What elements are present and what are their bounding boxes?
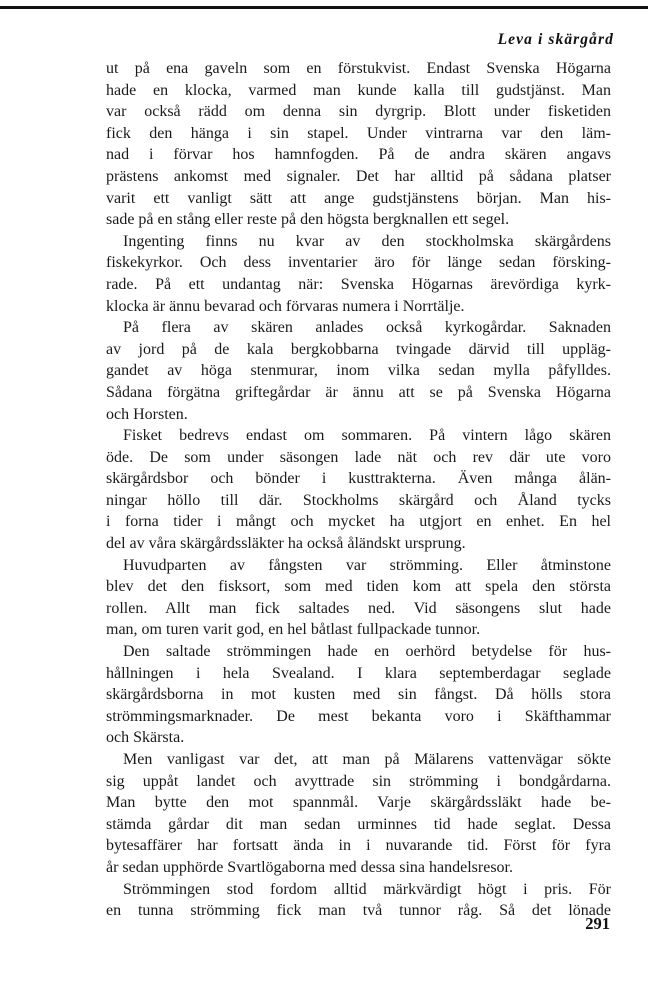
text-line: hade en klocka, varmed man kunde kalla till gudstjänst. Man	[106, 81, 611, 99]
text-line: stämda gårdar dit man sedan urminnes tid hade seglat. Dessa	[106, 815, 611, 833]
text-line: del av våra skärgårdssläkter ha också åländskt ursprung.	[106, 535, 466, 553]
text-line: Men vanligast var det, att man på Mälarens vattenvägar sökte	[123, 751, 611, 768]
top-rule	[0, 6, 648, 9]
text-line: nad i förvar hos hamnfogden. På de andra skären angavs	[106, 146, 611, 164]
text-line: fiskekyrkor. Och dess inventarier äro för länge sedan försking-	[106, 254, 611, 272]
text-line: strömmingsmarknader. De mest bekanta voro i Skäfthammar	[106, 707, 611, 725]
text-line: fick den hänga i sin stapel. Under vintrarna var den läm-	[106, 124, 611, 142]
text-line: rollen. Allt man fick saltades ned. Vid säsongens slut hade	[106, 599, 611, 617]
text-line: Sådana förgätna griftegårdar är ännu att se på Svenska Högarna	[106, 383, 611, 401]
text-line: och Skärsta.	[106, 729, 185, 747]
text-line: prästens ankomst med signaler. Det har alltid på sådana platser	[106, 167, 611, 185]
text-line: Huvudparten av fångsten var strömming. Eller åtminstone	[123, 556, 611, 574]
text-line: Man bytte den mot spannmål. Varje skärgårdssläkt hade be-	[106, 794, 611, 812]
text-line: sade på en stång eller reste på den högsta bergknallen ett segel.	[106, 211, 510, 229]
body-text	[106, 58, 611, 922]
text-line: Ingenting finns nu kvar av den stockholmska skärgårdens	[123, 232, 611, 250]
text-line: varit ett vanligt sätt att ange gudstjänstens början. Man his-	[106, 189, 611, 207]
text-line: rade. På ett undantag när: Svenska Högarnas ärevördiga kyrk-	[106, 275, 611, 293]
text-line: en tunna strömming fick man två tunnor råg. Så det lönade	[106, 902, 611, 920]
text-line: Fisket bedrevs endast om sommaren. På vintern lågo skären	[123, 427, 611, 445]
text-line: av jord på de kala bergkobbarna tvingade därvid till uppläg-	[106, 340, 611, 358]
text-line: Den saltade strömmingen hade en oerhörd betydelse för hus-	[123, 643, 611, 661]
text-line: skärgårdsbor och bönder i kusttrakterna. Även många ålän-	[106, 470, 611, 488]
text-line: hållningen i hela Svealand. I klara septemberdagar seglade	[106, 664, 611, 682]
text-line: gandet av höga stenmurar, inom vilka sedan mylla påfylldes.	[106, 362, 611, 380]
running-head: Leva i skärgård	[497, 31, 614, 48]
page-number: 291	[585, 914, 610, 933]
text-line: blev det den fisksort, som med tiden kom att spela den största	[106, 578, 611, 596]
text-line: ningar höllo till där. Stockholms skärgård och Åland tycks	[106, 491, 611, 509]
text-line: man, om turen varit god, en hel båtlast fullpackade tunnor.	[106, 621, 481, 639]
text-line: öde. De som under säsongen lade nät och rev där ute voro	[106, 448, 611, 466]
text-line: klocka är ännu bevarad och förvaras numera i Norrtälje.	[106, 297, 465, 315]
text-line: På flera av skären anlades också kyrkogårdar. Saknaden	[123, 319, 611, 337]
text-line: bytesaffärer har fortsatt ända in i nuvarande tid. Först för fyra	[106, 837, 611, 855]
text-line: sig uppåt landet och avyttrade sin strömming i bondgårdarna.	[106, 772, 611, 790]
text-line: och Horsten.	[106, 405, 188, 423]
text-line: skärgårdsborna in mot kusten med sin fångst. Då hölls stora	[106, 686, 611, 704]
text-line: var också rädd om denna sin dyrgrip. Blott under fisketiden	[106, 103, 611, 121]
text-line: i forna tider i mångt och mycket ha utgjort en enhet. En hel	[106, 513, 611, 531]
text-line: ut på ena gaveln som en förstukvist. Endast Svenska Högarna	[106, 60, 611, 77]
text-line: Strömmingen stod fordom alltid märkvärdigt högt i pris. För	[123, 880, 611, 898]
text-line: år sedan upphörde Svartlögaborna med dessa sina handelsresor.	[106, 858, 513, 876]
